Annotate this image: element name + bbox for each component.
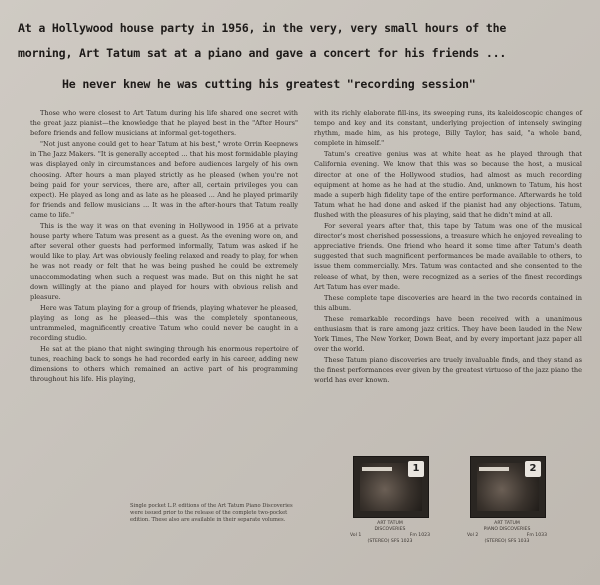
album-subtitle: PIANO DISCOVERIES	[483, 527, 531, 532]
paragraph: Here was Tatum playing for a group of friends, playing whatever he pleased, playing as long as he pleased—this was the completely spontaneous, untrammeled, magnificently creative Tatum who could never be caught in a recording studio.	[30, 303, 298, 343]
album-stereo-catalog: (STEREO) SFS 1033	[484, 539, 530, 544]
edition-note: Single pocket L.P. editions of the Art Tatum Piano Discoveries were issued prior to the release of the complete two-pocket edition. These also are available in their separate volumes.	[130, 503, 293, 524]
headline	[18, 16, 586, 97]
album-title: ART TATUM	[377, 521, 403, 526]
album-volume: Vol 2	[467, 533, 479, 538]
paragraph: "Not just anyone could get to hear Tatum at his best," wrote Orrin Keepnews in The Jazz Makers. "It is generally accepted ... that his most formidable playing was displayed only in circumstances and before audiences largely of his own choosing. After hours a man played strictly as he pleased (when you're not being paid for your services, there are, after all, certain privileges you can expect). He played as long and as late as he pleased ... And he played primarily for friends and fellow musicians ... It was in the after-hours that Tatum really came to life."	[30, 140, 298, 219]
volume-badge: 1	[408, 461, 424, 477]
headline-line-2: morning, Art Tatum sat at a piano and gave a concert for his friends ...	[18, 46, 507, 60]
volume-badge: 2	[525, 461, 541, 477]
album-cover-vol-1	[353, 456, 429, 518]
album-subtitle: DISCOVERIES	[374, 527, 406, 532]
paragraph: Those who were closest to Art Tatum during his life shared one secret with the great jazz pianist—the knowledge that he played best in the "After Hours" before friends and fellow musicians at informal get-togethers.	[30, 109, 298, 138]
album-catalog: Fm 1033	[526, 533, 547, 538]
paragraph: He sat at the piano that night swinging through his enormous repertoire of tunes, reaching back to songs he had recorded early in his career, adding new dimensions to others which remained an active part of his programming throughout his life. His playing,	[30, 345, 298, 384]
paragraph: For several years after that, this tape by Tatum was one of the musical director's most cherished possessions, a treasure which he enjoyed revealing to appreciative friends. One friend who heard it some time after Tatum's death suggested that such magnificent performances be made available to others, to issue them commercially. Mrs. Tatum was contacted and she consented to the release of what, by then, were recognized as a series of the finest recordings Art Tatum has ever made.	[314, 222, 582, 291]
album-title: ART TATUM	[494, 521, 520, 526]
cover-title-stripe	[479, 467, 509, 471]
cover-title-stripe	[362, 467, 392, 471]
album-caption-vol-2	[467, 521, 547, 545]
liner-notes-left-column	[30, 108, 298, 386]
paragraph: These Tatum piano discoveries are truely invaluable finds, and they stand as the finest performances ever given by the greatest virtuoso of the jazz piano the world has ever known.	[314, 356, 582, 385]
paragraph: These complete tape discoveries are heard in the two records contained in this album.	[314, 293, 582, 312]
album-catalog: Fm 1023	[409, 533, 430, 538]
album-caption-vol-1	[350, 521, 430, 545]
headline-line-1: At a Hollywood house party in 1956, in the very, very small hours of the	[18, 21, 507, 35]
liner-notes-right-column	[314, 108, 582, 387]
paragraph: Tatum's creative genius was at white heat as he played through that California evening. We know that this was so because the host, a musical director at one of the Hollywood studios, had almost as much recording equipment at home as he had at the studio. And, unknown to Tatum, his host made a superb high fidelity tape of the entire performance. Afterwards he told Tatum what he had done and asked if the pianist had any objections. Tatum, flushed with the pleasures of his playing, said that he didn't mind at all.	[314, 150, 582, 219]
paragraph: with its richly elaborate fill-ins, its sweeping runs, its kaleidoscopic changes of tempo and key and its constant, underlying projection of intensely swinging rhythm, made him, as his protege, Billy Taylor, has said, "a whole band, complete in himself."	[314, 109, 582, 148]
paragraph: These remarkable recordings have been received with a unanimous enthusiasm that is rare among jazz critics. They have been lauded in the New York Times, The New Yorker, Down Beat, and by every important jazz paper all over the world.	[314, 314, 582, 354]
album-cover-vol-2	[470, 456, 546, 518]
paragraph: This is the way it was on that evening in Hollywood in 1956 at a private house party where Tatum was present as a guest. As the evening wore on, and after several other guests had performed informally, Tatum was asked if he would like to play. Art was obviously feeling relaxed and ready to play, for when he was not ready or felt that he was being pushed he could be extremely unaccommodating when such a request was made. But on this night he sat down willingly at the piano and played for hours with obvious relish and pleasure.	[30, 222, 298, 301]
album-stereo-catalog: (STEREO) SFS 1023	[367, 539, 413, 544]
headline-line-3: He never knew he was cutting his greatest "recording session"	[62, 77, 476, 91]
album-volume: Vol 1	[350, 533, 362, 538]
